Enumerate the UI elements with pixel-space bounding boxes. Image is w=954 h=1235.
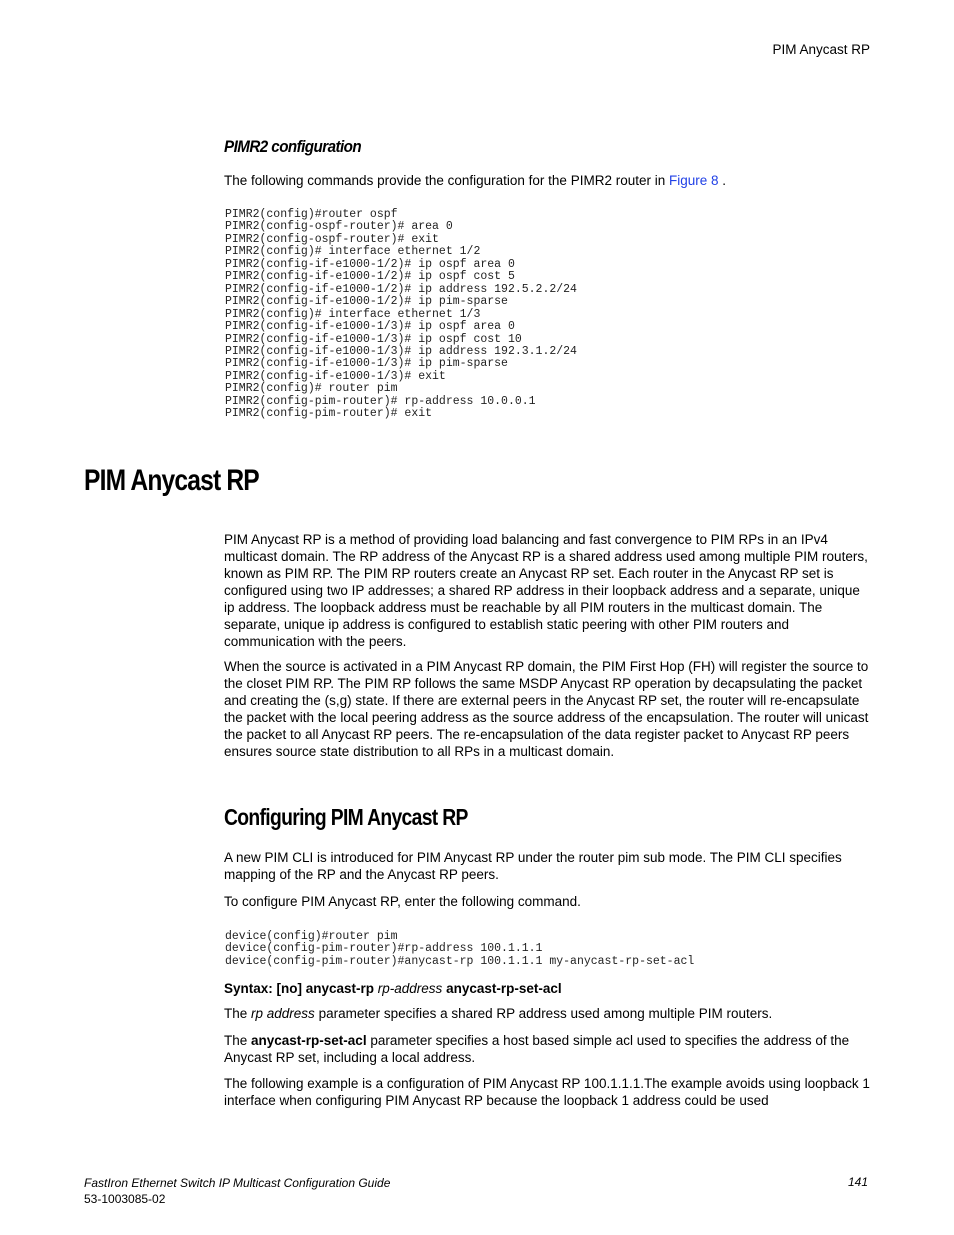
rp-desc-before: The	[224, 1006, 252, 1021]
syntax-rp-address: rp-address	[377, 981, 443, 996]
footer-doc-number: 53-1003085-02	[84, 1192, 166, 1206]
configuring-paragraph-2: To configure PIM Anycast RP, enter the following command.	[224, 894, 581, 909]
anycast-paragraph-1: PIM Anycast RP is a method of providing load balancing and fast convergence to PIM RPs in an IPv4 multicast domain. The RP address of the Anycast RP is a shared address used among multiple PIM routers, known as PIM RP. The PIM RP routers create an Anycast RP set. Each router in the Anycast RP set is configured using two IP addresses; a shared RP address in their loopback address and a separate, unique ip address. The loopback address must be reachable by all PIM routers in the multicast domain. The separate, unique ip address is configured to establish static peering with other PIM routers and communication with the peers.	[224, 532, 868, 649]
pimr2-intro-end: .	[718, 173, 727, 188]
pimr2-code-block: PIMR2(config)#router ospf PIMR2(config-ospf-router)# area 0 PIMR2(config-ospf-router)# exit PIMR2(config)# interface ethernet 1/2 PIMR2(config-if-e1000-1/2)# ip ospf area 0 PIMR2(config-if-e1000-1/2)# ip ospf cost 5 PIMR2(config-if-e1000-1/2)# ip address 192.5.2.2/24 PIMR2(config-if-e1000-1/2)# ip pim-sparse PIMR2(config)# interface ethernet 1/3 PIMR2(config-if-e1000-1/3)# ip ospf area 0 PIMR2(config-if-e1000-1/3)# ip ospf cost 10 PIMR2(config-if-e1000-1/3)# ip address 192.3.1.2/24 PIMR2(config-if-e1000-1/3)# ip pim-sparse PIMR2(config-if-e1000-1/3)# exit PIMR2(config)# router pim PIMR2(config-pim-router)# rp-address 10.0.0.1 PIMR2(config-pim-router)# exit	[225, 208, 577, 421]
syntax-prefix: Syntax: [no] anycast-rp	[224, 981, 378, 996]
acl-desc-after: parameter specifies a host based simple acl used to specifies the address of the Anycast RP set, including a local address.	[224, 1033, 850, 1065]
acl-description	[224, 1032, 872, 1066]
configuring-paragraph-1: A new PIM CLI is introduced for PIM Anycast RP under the router pim sub mode. The PIM CLI specifies mapping of the RP and the Anycast RP peers.	[224, 850, 842, 882]
footer-left	[84, 1175, 390, 1207]
pim-anycast-rp-title: PIM Anycast RP	[84, 464, 259, 497]
footer-page-number: 141	[847, 1175, 868, 1189]
syntax-acl: anycast-rp-set-acl	[442, 981, 562, 996]
running-header: PIM Anycast RP	[772, 42, 870, 57]
anycast-paragraph-2: When the source is activated in a PIM Anycast RP domain, the PIM First Hop (FH) will register the source to the closet PIM RP. The PIM RP follows the same MSDP Anycast RP operation by decapsulating the packet and creating the (s,g) state. If there are external peers in the Anycast RP set, the router will re-encapsulate the packet with the local peering address as the source address of the encapsulation. The router will unicast the packet to all Anycast RP peers. The re-encapsulation of the data register packet to Anycast RP peers ensures source state distribution to all RPs in a multicast domain.	[224, 659, 869, 759]
rp-desc-after: parameter specifies a shared RP address used among multiple PIM routers.	[314, 1006, 773, 1021]
example-paragraph: The following example is a configuration of PIM Anycast RP 100.1.1.1.The example avoids using loopback 1 interface when configuring PIM Anycast RP because the loopback 1 address could be used	[224, 1076, 870, 1108]
syntax-line	[224, 980, 872, 997]
pimr2-intro-text: The following commands provide the configuration for the PIMR2 router in	[224, 173, 669, 188]
configuring-pim-anycast-rp-title: Configuring PIM Anycast RP	[224, 804, 468, 830]
footer-guide-title: FastIron Ethernet Switch IP Multicast Configuration Guide	[84, 1176, 391, 1190]
rp-address-description	[224, 1005, 872, 1022]
pimr2-configuration-heading: PIMR2 configuration	[224, 138, 362, 156]
pimr2-intro	[224, 172, 872, 189]
figure-8-link[interactable]: Figure 8	[668, 173, 719, 188]
acl-desc-before: The	[224, 1033, 252, 1048]
rp-desc-term: rp address	[251, 1006, 315, 1021]
acl-desc-term: anycast-rp-set-acl	[251, 1033, 367, 1048]
anycast-code-block: device(config)#router pim device(config-pim-router)#rp-address 100.1.1.1 device(config-pim-router)#anycast-rp 100.1.1.1 my-anycast-rp-set-acl	[225, 930, 695, 968]
